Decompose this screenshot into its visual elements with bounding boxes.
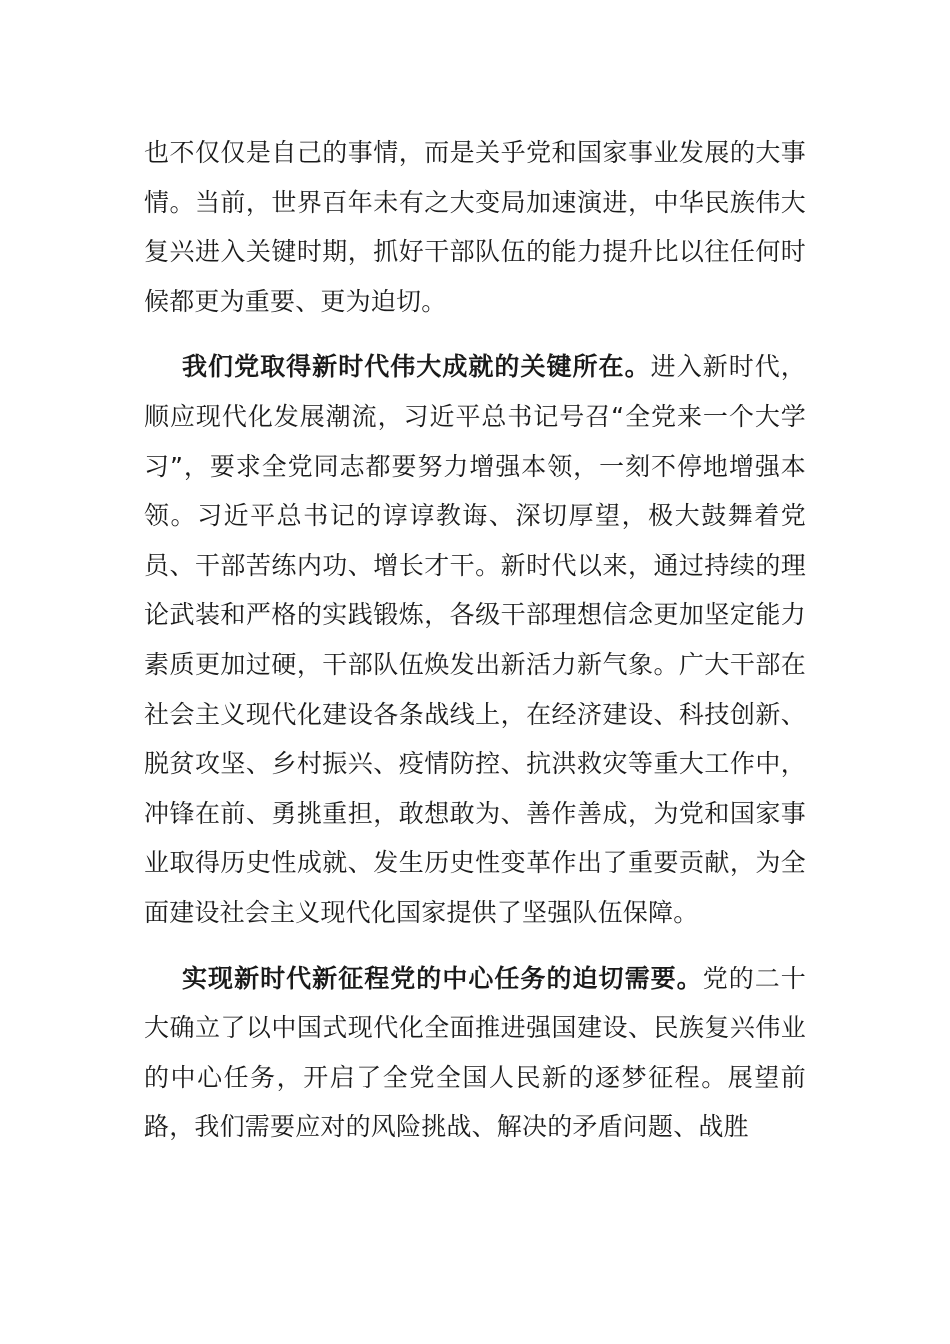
paragraph-text: 党的二十大确立了以中国式现代化全面推进强国建设、民族复兴伟业的中心任务，开启了全党全国人民新的逐梦征程。展望前路，我们需要应对的风险挑战、解决的矛盾问题、战胜 bbox=[144, 963, 806, 1142]
paragraph-lead-heading: 实现新时代新征程党的中心任务的迫切需要。 bbox=[182, 963, 703, 993]
paragraph-text: 也不仅仅是自己的事情，而是关乎党和国家事业发展的大事情。当前，世界百年未有之大变局加速演进，中华民族伟大复兴进入关键时期，抓好干部队伍的能力提升比以往任何时候都更为重要、更为迫切。 bbox=[144, 138, 806, 316]
document-page bbox=[144, 128, 806, 1168]
paragraph-key-to-achievements bbox=[144, 342, 806, 937]
paragraph-lead-heading: 我们党取得新时代伟大成就的关键所在。 bbox=[182, 352, 651, 382]
paragraph-continuation bbox=[144, 128, 806, 326]
paragraph-central-task bbox=[144, 954, 806, 1152]
paragraph-text: 进入新时代，顺应现代化发展潮流，习近平总书记号召“全党来一个大学习”，要求全党同志都要努力增强本领，一刻不停地增强本领。习近平总书记的谆谆教诲、深切厚望，极大鼓舞着党员、干部苦练内功、增长才干。新时代以来，通过持续的理论武装和严格的实践锻炼，各级干部理想信念更加坚定能力素质更加过硬，干部队伍焕发出新活力新气象。广大干部在社会主义现代化建设各条战线上，在经济建设、科技创新、脱贫攻坚、乡村振兴、疫情防控、抗洪救灾等重大工作中，冲锋在前、勇挑重担，敢想敢为、善作善成，为党和国家事业取得历史性成就、发生历史性变革作出了重要贡献，为全面建设社会主义现代化国家提供了坚强队伍保障。 bbox=[144, 352, 806, 927]
